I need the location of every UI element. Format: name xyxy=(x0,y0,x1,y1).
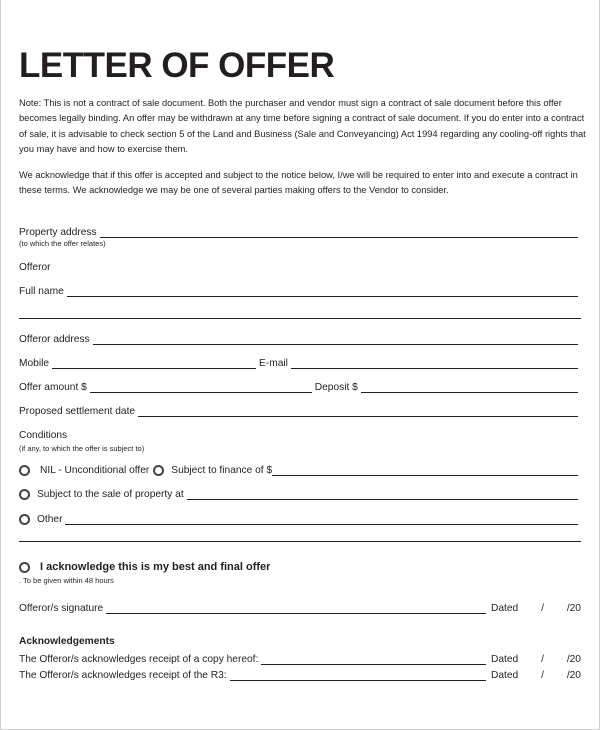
settlement-input[interactable] xyxy=(138,407,578,417)
property-address-field[interactable] xyxy=(19,224,581,238)
date-year: /20 xyxy=(566,654,581,665)
date-slash: / xyxy=(541,670,544,681)
email-label: E-mail xyxy=(259,358,288,369)
r3-receipt-input[interactable] xyxy=(230,671,486,681)
other-label: Other xyxy=(37,514,63,525)
date-year: /20 xyxy=(566,603,581,614)
conditions-label: Conditions xyxy=(19,430,68,441)
date-slash: / xyxy=(541,654,544,665)
final-offer-label: I acknowledge this is my best and final offer xyxy=(40,561,271,573)
email-input[interactable] xyxy=(291,359,578,369)
full-name-input[interactable] xyxy=(67,287,578,297)
offer-amount-input[interactable] xyxy=(90,383,312,393)
other-input[interactable] xyxy=(65,515,578,525)
final-offer-sub: . To be given within 48 hours xyxy=(19,576,114,585)
offeror-address-field[interactable] xyxy=(19,331,581,345)
finance-label: Subject to finance of $ xyxy=(171,465,273,476)
r3-receipt-label: The Offeror/s acknowledges receipt of the R3: xyxy=(19,670,227,681)
dated-label: Dated xyxy=(491,654,519,665)
full-name-field[interactable] xyxy=(19,283,581,297)
property-address-sub: (to which the offer relates) xyxy=(19,239,106,248)
sale-label: Subject to the sale of property at xyxy=(37,489,184,500)
offeror-address-input[interactable] xyxy=(93,335,578,345)
offer-amount-label: Offer amount $ xyxy=(19,382,87,393)
dated-label: Dated xyxy=(491,603,519,614)
property-address-label: Property address xyxy=(19,227,97,238)
copy-receipt-label: The Offeror/s acknowledges receipt of a copy hereof: xyxy=(19,654,259,665)
other-radio[interactable] xyxy=(19,514,30,525)
date-slash: / xyxy=(541,603,544,614)
other-line-2[interactable] xyxy=(19,541,581,542)
acknowledge-paragraph: We acknowledge that if this offer is accepted and subject to the notice below, I/we will be required to enter into and execute a contract in these terms. We acknowledge we may be one of several parties making offers to the Vendor to consider. xyxy=(19,170,578,196)
offeror-label: Offeror xyxy=(19,262,51,273)
sale-input[interactable] xyxy=(187,490,578,500)
final-offer-radio[interactable] xyxy=(19,562,30,573)
finance-input[interactable] xyxy=(272,466,578,476)
copy-receipt-input[interactable] xyxy=(261,655,486,665)
nil-label: NIL - Unconditional offer xyxy=(40,465,150,476)
finance-radio[interactable] xyxy=(153,465,164,476)
deposit-label: Deposit $ xyxy=(314,382,358,393)
signature-input[interactable] xyxy=(106,604,486,614)
full-name-line-2[interactable] xyxy=(19,318,581,319)
note-paragraph: Note: This is not a contract of sale document. Both the purchaser and vendor must sign a contract of sale document before this offer becomes legally binding. An offer may be withdrawn at any time before signing a contract of sale document. If you do enter into a contract of sale, it is advisable to check section 5 of the Land and Business (Sale and Conveyancing) Act 1994 regarding any cooling-off rights that you may have and how to exercise them. xyxy=(19,98,586,154)
dated-label: Dated xyxy=(491,670,519,681)
mobile-label: Mobile xyxy=(19,358,50,369)
page-title: LETTER OF OFFER xyxy=(19,46,335,85)
mobile-input[interactable] xyxy=(52,359,256,369)
property-address-input[interactable] xyxy=(100,228,578,238)
nil-radio[interactable] xyxy=(19,465,30,476)
signature-label: Offeror/s signature xyxy=(19,603,104,614)
sale-radio[interactable] xyxy=(19,489,30,500)
conditions-sub: (if any, to which the offer is subject to) xyxy=(19,444,145,453)
full-name-label: Full name xyxy=(19,286,64,297)
settlement-label: Proposed settlement date xyxy=(19,406,136,417)
offeror-address-label: Offeror address xyxy=(19,334,90,345)
deposit-input[interactable] xyxy=(361,383,578,393)
acknowledgements-heading: Acknowledgements xyxy=(19,636,115,647)
date-year: /20 xyxy=(566,670,581,681)
